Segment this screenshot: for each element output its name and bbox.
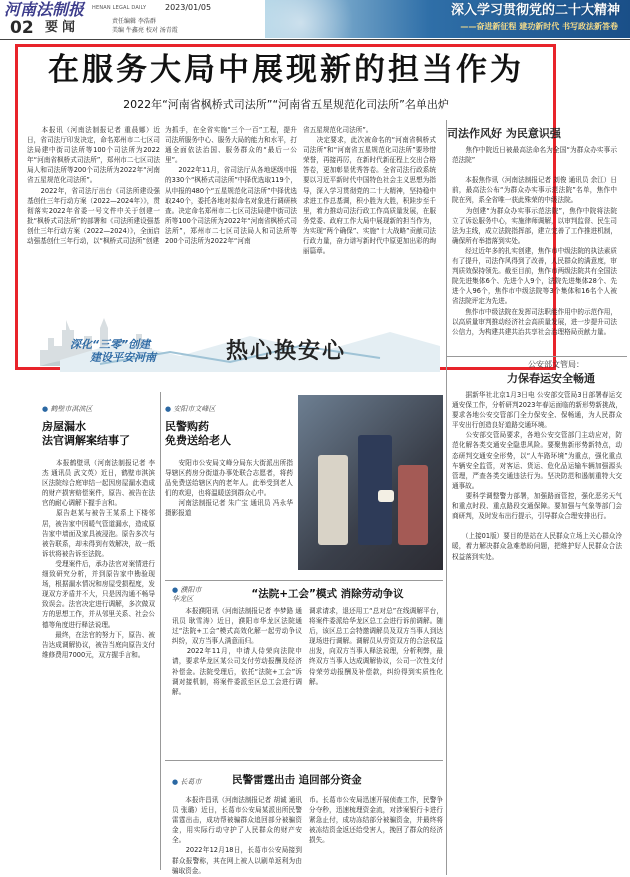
story4-location: ● 长葛市 <box>172 778 202 786</box>
newspaper-logo: 河南法制报 <box>4 0 85 19</box>
side2-body: 据新华社北京1月3日电 公安部交管局3日部署春运交通安保工作，分析研判2023年春运面临的新形势新挑战，要求各地公安交管部门全力保安全、保畅通，为人民群众平安出行创造良好道路交通环境。 公安部交管局要求，各地公安交管部门主动应对，防范化解各类交通安全隐患风险。要聚焦新形势新特点，动态研判交通安全形势，以“人车路环境”为重点，强化重点车辆安全监管，对客运、货运、危化品运输车辆加强源头管理，严查各类交通违法行为。坚决防范和遏制重特大交通事故。 要科学调整警力部署，加强路面管控，强化恶劣天气和重点时段、重点路段交通保障。要加强与气象等部门会商研判，及时发布出行提示，引导群众合理安排出行。 （上接01版）要目的是站在人民群众立场上关心群众冷暖，着力解决群众急难愁盼问题，把维护好人民群众合法权益落到实处。 <box>452 391 622 561</box>
story1-location: ● 鹤壁市淇滨区 <box>42 405 93 413</box>
story1-rule <box>160 392 161 870</box>
newspaper-logo-en: HENAN LEGAL DAILY <box>92 5 147 11</box>
story3-title: “法院+工会”模式 消除劳动争议 <box>251 588 404 600</box>
right-column-rule <box>446 120 447 875</box>
banner-title: 深入学习贯彻党的二十大精神 <box>450 3 620 18</box>
editors-credit <box>112 17 178 35</box>
lead-column-1: 本报讯（河南法制报记者 重晨娜）近日，省司法厅印发决定，命名郑州市二七区司法局建中街司法所等100个司法所为2022年“河南省枫桥式司法所”，郑州市二七区司法局人和司法所等200个司法所为2022年“河南省五星规范化司法所”。 2022年，省司法厅出台《司法所建设强基创仕三年行动方案（2022—2024年）》，贯彻落实2022年省委一号文件中关于创建一批“枫桥式司法所”的部署和《司法所建设强基创仕三年行动方案（2022—2024）》，全面启动强基创仕三年行动，以“枫桥式司法所”创建 <box>27 126 160 246</box>
story4-title: 民警雷霆出击 追回部分资金 <box>232 774 362 786</box>
masthead-rule <box>0 39 630 40</box>
side2-title: 力保春运安全畅通 <box>507 372 595 385</box>
side-article-title: 司法作风好 为民意识强 <box>447 127 561 140</box>
lead-headline: 在服务大局中展现新的担当作为 <box>48 52 524 88</box>
location-pin-icon: ● <box>172 586 179 594</box>
issue-date: 2023/01/05 <box>165 3 212 12</box>
photo-figure <box>398 465 428 545</box>
story2-location: ● 安阳市文峰区 <box>165 405 216 413</box>
feature-title: 热心换安心 <box>226 338 347 364</box>
story1-title-2: 法官调解案结事了 <box>42 434 130 447</box>
story1-title-1: 房屋漏水 <box>42 420 86 433</box>
story3-divider <box>165 580 443 581</box>
photo-figure <box>318 455 348 545</box>
location-pin-icon: ● <box>165 405 172 413</box>
section-name: 要闻 <box>45 20 80 35</box>
story2-caption: 安阳市公安局文峰分局东大街派出所指导辖区药房分街道办事处联合志愿者，将药品免费送给辖区内的老年人。此举受到老人们的欢迎，也将温暖送到群众心中。 河南法制报记者 朱广宝 通讯员 冯永华 摄影报道 <box>165 459 293 518</box>
story3-body-1: 本报濮阳讯（河南法制报记者 李梦路 通讯员 耿雪涛）近日，濮阳市华龙区法院通过“法院+工会”模式高效化解一起劳动争议纠纷，双方当事人满意而归。 2022年11月，申请人侍荣向法院申请，要求华龙区某公司支付劳动报酬及经济补偿金。法院受理后，依托“法院+工会”诉调对接机制，将案件委派至区总工会进行调解。 <box>172 607 302 696</box>
feature-brand-line-1: 深化“三零”创建 <box>70 338 151 351</box>
story2-title-1: 民警购药 <box>165 420 209 433</box>
side-article-body: 焦作中院近日被最高法命名为全国“为群众办实事示范法院” 本报焦作讯（河南法制报记者 刘俊 通讯员 余江）日前，最高法公布“为群众办实事示范法院”名单，焦作中院在列，系全省唯一获此殊荣的中级法院。 为创建“为群众办实事示范法院”，焦作中院将法院立了诉讼服务中心，实施律师调解，以审判监督、民生司法为主线，成立法院指挥部，建立完善了工作推进机制，确保所有举措落到实处。 经过近年多的扎实创建，焦作市中级法院的执法素质有了提升，司法作风得到了改善，人民群众的满意度，审判质效保持领先。截至目前，焦作市两级法院共有全国法院先进集体6个、先进个人9个，法院先进集体28个、先进个人96个，焦作市中级法院等3个集体和16名个人被省法院评定为先进。 焦作市中级法院在发挥司法职能作用中的示范作用，以高质量审判推动经济社会高质量发展，进一步提升司法公信力，为构建共建共治共享社会治理格局贡献力量。 <box>452 146 617 336</box>
feature-brand <box>70 338 230 364</box>
location-pin-icon: ● <box>172 778 179 786</box>
side2-kicker: 公安部文管局： <box>528 360 584 369</box>
banner-subtitle: ——奋进新征程 建功新时代 书写政法新答卷 <box>460 22 618 31</box>
story1-body: 本报鹤壁讯（河南法制报记者 李杰 通讯员 武文英）近日，鹤壁市淇滨区法院综合庭审结一起因房屋漏水造成的财产损害赔偿案件，原告、被告在法官的耐心调解下握手言和。 原告赵某与被告王某系上下楼邻居，被告家中因暖气管道漏水，造成原告家中墙面及家具被浸泡。原告多次与被告联系，却未得到有效解决，故一纸诉状将被告诉至法院。 受理案件后，承办法官对案情进行细致研究分析，并到原告家中勘验现场，根据漏水情况和房屋受损程度，发现双方矛盾并不大，只是因沟通不畅导致误会。法官决定进行调解，多次做双方的思想工作，并从邻里关系、社会公德等角度进行释法说理。 最终，在法官的努力下，原告、被告达成调解协议，被告当庭向原告支付维修费用7000元，双方握手言和。 <box>42 459 155 659</box>
story3-body-2: 调求请求，退还用工“总对总”在线调解平台，将案件委派给华龙区总工会进行诉前调解。随后，该区总工会特邀调解员及双方当事人到达现场进行调解。调解员从劳资双方的合法权益出发，向双方当事人释法说理，分析利弊，最终双方当事人达成调解协议，公司一次性支付侍荣劳动报酬及补偿款，纠纷得到实质性化解。 <box>309 607 443 686</box>
editors-line-1: 责任编辑 李浩群 <box>112 18 156 25</box>
lead-column-2: 为抓手，在全省实施“三个一百”工程，提升司法所服务中心、服务大局的能力和水平，打通全面依法治国、服务群众的“最后一公里”。 2022年11月，省司法厅从各地逐级申报的330个“枫桥式司法所”中择优选取119个，从申报的480个“五星规范化司法所”中择优选取240个，委托各地对拟命名对象进行调研核查。决定命名郑州市二七区司法局建中街司法所等100个司法所为2022年“河南省枫桥式司法所”，郑州市二七区司法局人和司法所等200个司法所为2022年“河南 <box>165 126 297 246</box>
campaign-banner <box>265 0 630 38</box>
story4-body-2: 币。长葛市公安局迅速开展侦查工作，民警争分夺秒，迅速梳理资金流，对涉案银行卡进行紧急止付，成功冻结部分被骗资金，并最终将被冻结资金返还给受害人，挽回了群众的经济损失。 <box>309 796 443 845</box>
photo-medicine-box <box>378 490 394 502</box>
banner-decoration <box>265 0 385 38</box>
lead-column-3: 省五星规范化司法所”。 决定要求，此次被命名的“河南省枫桥式司法所”和“河南省五星规范化司法所”要珍惜荣誉，再接再厉，在新时代新征程上交出合格答卷，更加彰显优秀答卷。全省司法行政系统要以习近平新时代中国特色社会主义思想为指导，深入学习贯彻党的二十大精神，坚持稳中求进工作总基调，积小胜为大胜，积跬步至千里，着力推动司法行政工作高质量发展，在服务党委、政府工作大局中展现新的担当作为，为实现“两个确保”、实施“十大战略”贡献司法行政力量，奋力谱写新时代中原更加出彩的绚丽篇章。 <box>303 126 436 256</box>
masthead <box>0 0 630 38</box>
lead-subhead: 2022年“河南省枫桥式司法所”“河南省五星规范化司法所”名单出炉 <box>123 98 449 111</box>
story4-divider <box>165 760 443 761</box>
location-pin-icon: ● <box>42 405 49 413</box>
page-number: 02 <box>10 18 34 38</box>
sidebar-divider <box>447 356 627 357</box>
story4-body-1: 本报许昌讯（河南法制报记者 胡诚 通讯员 张璐）近日，长葛市公安局某派出所民警雷霆出击，成功帮被骗群众追回部分被骗资金，用实际行动守护了人民群众的财产安全。 2022年12月18日，长葛市公安局接到群众报警称，其在网上被人以刷单返利为由骗取资金。 <box>172 796 302 875</box>
story2-title-2: 免费送给老人 <box>165 434 231 447</box>
story3-location: ● 濮阳市华龙区 <box>172 586 202 603</box>
editors-line-2: 美编 牛鑫亮 校对 汤青霞 <box>112 27 178 34</box>
news-photo <box>298 395 443 570</box>
feature-brand-line-2: 建设平安河南 <box>90 351 156 364</box>
